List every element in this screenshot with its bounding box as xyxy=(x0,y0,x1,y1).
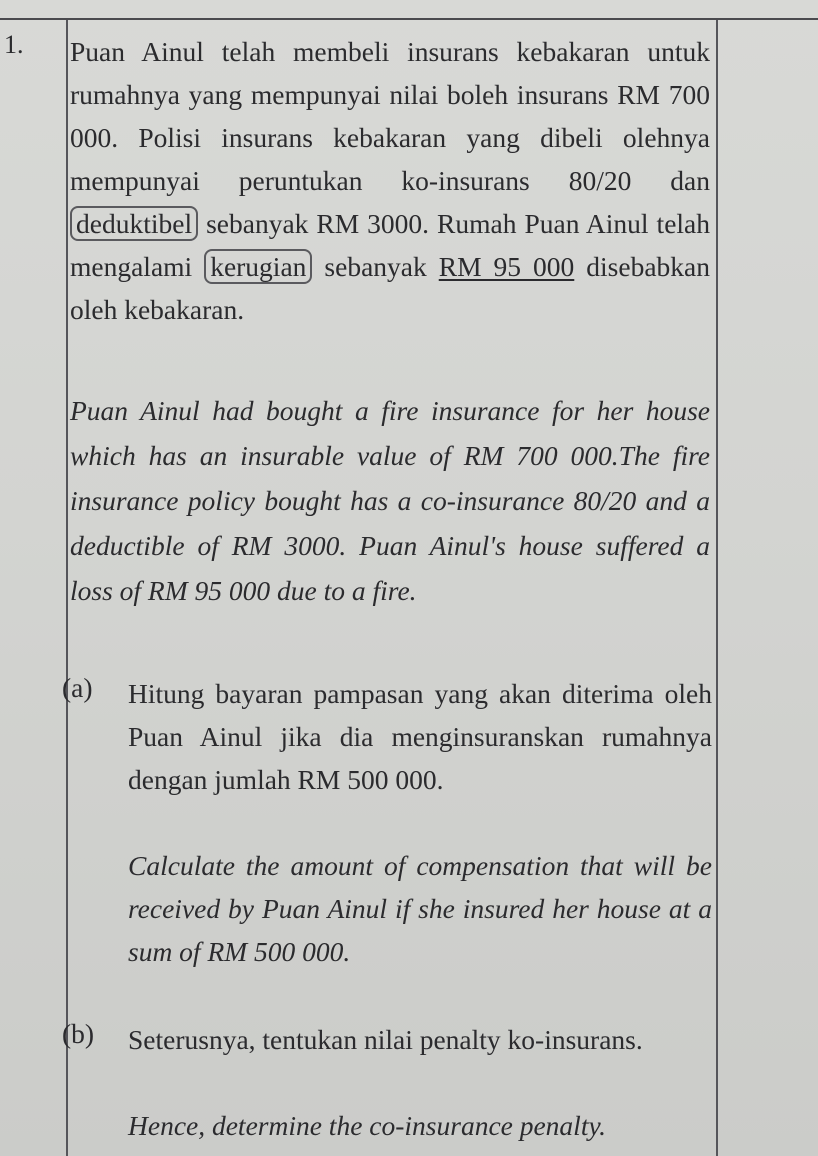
boxed-word-kerugian: kerugian xyxy=(204,249,312,284)
top-border-line xyxy=(0,18,818,20)
question-text-english: Puan Ainul had bought a fire insurance for her house which has an insurable value of RM 700 000.The fire insurance policy bought has a co-insurance 80/20 and a deductible of RM 3000. Puan Ainul's house suffered a loss of RM 95 000 due to a fire. xyxy=(70,395,710,606)
question-number: 1. xyxy=(4,30,24,59)
malay-text-part4: disebabkan oleh kebakaran. xyxy=(70,251,710,325)
underlined-loss-amount: RM 95 000 xyxy=(438,251,575,282)
sub-question-a-label: (a) xyxy=(62,672,93,703)
question-text-malay xyxy=(70,30,710,331)
sub-question-b-english: Hence, determine the co-insurance penalty. xyxy=(128,1110,607,1141)
sub-question-b-label: (b) xyxy=(62,1018,95,1049)
boxed-word-deduktibel: deduktibel xyxy=(70,206,198,241)
malay-text-part1: Puan Ainul telah membeli insurans kebakaran untuk rumahnya yang mempunyai nilai boleh insurans RM 700 000. Polisi insurans kebakaran yang dibeli olehnya mempunyai peruntukan ko-insurans 80/20 dan xyxy=(70,36,710,196)
right-margin-line xyxy=(716,20,718,1156)
left-margin-line xyxy=(66,20,68,1156)
sub-question-b-malay: Seterusnya, tentukan nilai penalty ko-insurans. xyxy=(128,1024,643,1055)
sub-question-a-malay: Hitung bayaran pampasan yang akan diterima oleh Puan Ainul jika dia menginsuranskan rumahnya dengan jumlah RM 500 000. xyxy=(128,678,712,795)
malay-text-part3: sebanyak xyxy=(312,251,439,282)
sub-question-a-english: Calculate the amount of compensation that will be received by Puan Ainul if she insured her house at a sum of RM 500 000. xyxy=(128,850,712,967)
malay-text-part2: sebanyak RM 3000. Rumah Puan Ainul telah mengalami xyxy=(70,208,710,282)
